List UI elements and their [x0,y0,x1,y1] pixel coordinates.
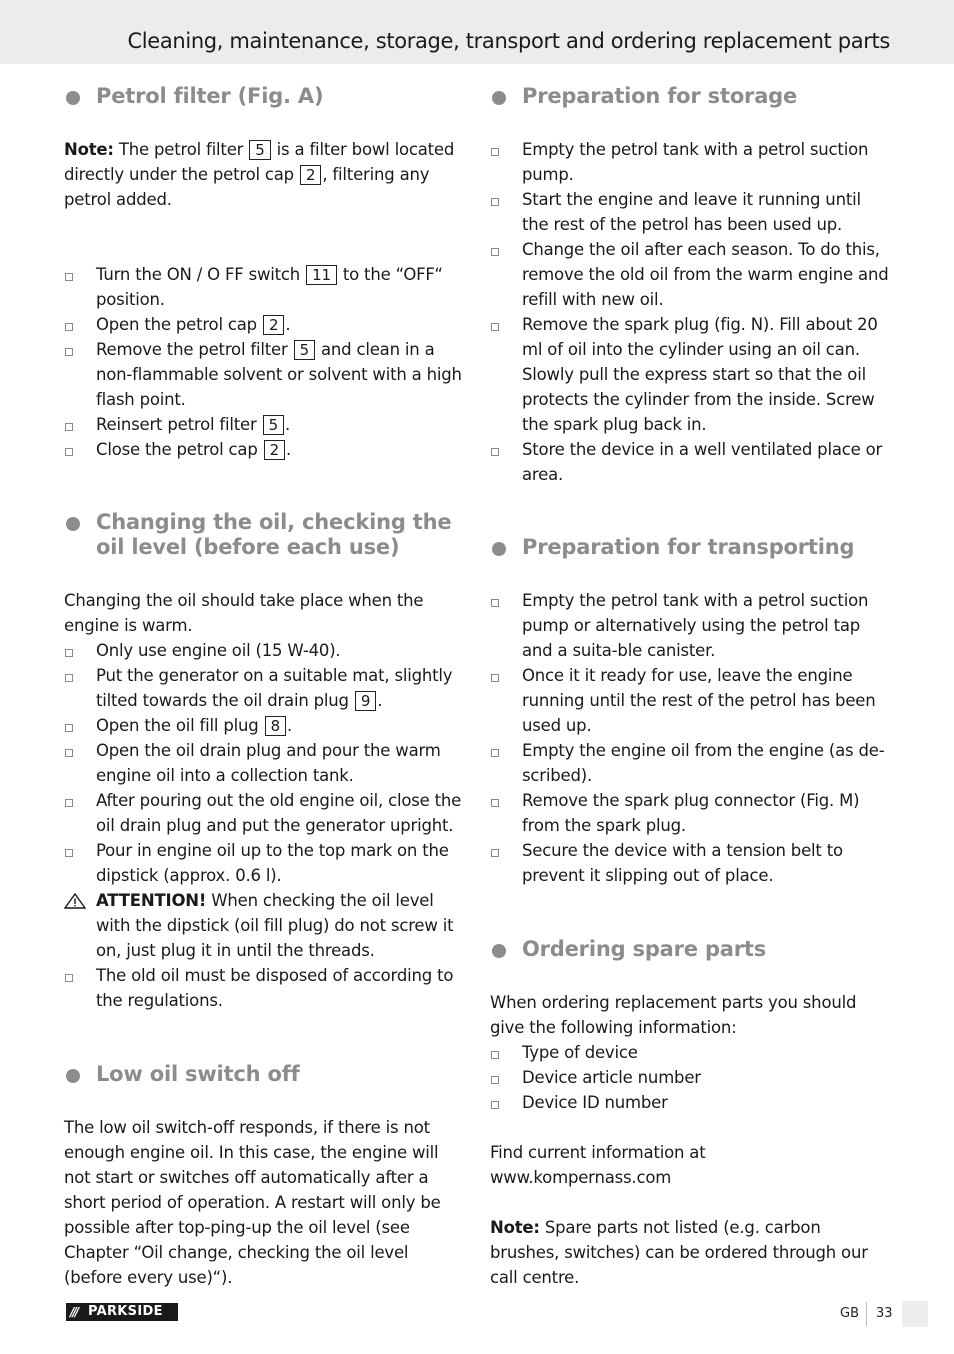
heading-text: Preparation for transporting [522,535,855,559]
part-ref: 5 [249,140,270,160]
item-text: Change the oil after each season. To do this, remove the old oil from the warm engine and refill with new oil. [522,240,889,309]
heading-text: Low oil switch off [96,1062,300,1086]
item-text: The old oil must be disposed of according to the regulations. [96,966,454,1010]
part-ref: 5 [263,415,284,435]
list-item [64,713,464,738]
list-item [490,738,890,788]
checkbox-bullet-icon [65,849,73,857]
transport-steps [490,588,890,888]
bullet-dot-icon [66,517,80,531]
parkside-logo [66,1303,178,1321]
part-ref: 2 [300,165,321,185]
footer-divider [866,1302,867,1326]
list-item [64,262,464,312]
attention-item [64,888,464,963]
list-item [64,738,464,788]
item-text: Store the device in a well ventilated place or area. [522,440,883,484]
note-label: Note: [64,140,114,159]
part-ref: 11 [306,265,337,285]
item-text: . [286,716,292,735]
item-text: . [286,440,292,459]
item-text: . [285,315,291,334]
item-text: After pouring out the old engine oil, close the oil drain plug and put the generator upright. [96,791,462,835]
item-text: . [284,415,291,434]
checkbox-bullet-icon [65,649,73,657]
list-item [490,312,890,437]
list-item [490,588,890,663]
item-text: Pour in engine oil up to the top mark on the dipstick (approx. 0.6 l). [96,841,449,885]
list-item [490,663,890,738]
item-text: Put the generator on a suitable mat, slightly tilted towards the oil drain plug [96,666,453,710]
checkbox-bullet-icon [491,599,499,607]
item-text: Empty the engine oil from the engine (as de-scribed). [522,741,885,785]
part-ref: 2 [264,440,285,460]
part-ref: 5 [294,340,315,360]
list-item [64,412,464,437]
item-text: Empty the petrol tank with a petrol suction pump. [522,140,869,184]
checkbox-bullet-icon [65,674,73,682]
heading-text: Preparation for storage [522,84,798,108]
page-header [0,0,954,64]
item-text: Device article number [522,1068,701,1087]
checkbox-bullet-icon [65,348,73,356]
item-text: Remove the spark plug (fig. N). Fill about 20 ml of oil into the cylinder using an oil can. Slowly pull the express start so that the oil protects the cylinder from the inside. Screw the spark plug back in. [522,315,878,434]
page-title: Cleaning, maintenance, storage, transport and ordering replacement parts [127,29,890,53]
heading-text: Petrol filter (Fig. A) [96,84,324,108]
item-text: to the “OFF“ position. [96,265,443,309]
checkbox-bullet-icon [491,849,499,857]
note-text: , filtering any petrol added. [64,165,430,209]
list-item [490,237,890,312]
checkbox-bullet-icon [491,248,499,256]
page-number: 33 [876,1306,893,1321]
list-item [64,638,464,663]
checkbox-bullet-icon [491,148,499,156]
section-heading-petrol-filter [64,84,464,109]
item-text: Once it it ready for use, leave the engine running until the rest of the petrol has been used up. [522,666,876,735]
list-item [490,1065,890,1090]
heading-text: Ordering spare parts [522,937,767,961]
bullet-dot-icon [492,944,506,958]
item-text: Close the petrol cap [96,440,263,459]
item-text: Device ID number [522,1093,668,1112]
checkbox-bullet-icon [65,448,73,456]
petrol-filter-steps [64,262,464,462]
section-heading-oil-change [64,510,464,560]
section-heading-spare-parts [490,937,890,962]
section-heading-low-oil [64,1062,464,1087]
checkbox-bullet-icon [491,1051,499,1059]
section-heading-storage [490,84,890,109]
part-ref: 9 [355,691,376,711]
list-item [64,963,464,1013]
note-text: is a filter bowl located directly under the petrol cap [64,140,455,184]
petrol-filter-note [64,137,464,212]
low-oil-text: The low oil switch-off responds, if there is not enough engine oil. In this case, the engine will not start or switches off automatically after a short period of operation. A restart will only be possible after top-ping-up the oil level (see Chapter “Oil change, checking the oil level (before every use)“). [64,1118,441,1287]
footer-tab-marker [902,1301,928,1327]
list-item [490,788,890,838]
item-text: . [377,691,383,710]
checkbox-bullet-icon [491,749,499,757]
list-item [490,187,890,237]
spare-parts-note [490,1215,890,1290]
bullet-dot-icon [66,91,80,105]
section-heading-transport [490,535,890,560]
checkbox-bullet-icon [65,323,73,331]
item-text: Open the oil fill plug [96,716,264,735]
list-item [64,437,464,462]
item-text: Empty the petrol tank with a petrol suction pump or alternatively using the petrol tap and a suita-ble canister. [522,591,869,660]
part-ref: 2 [263,315,284,335]
bullet-dot-icon [492,91,506,105]
storage-steps [490,137,890,487]
oil-change-intro: Changing the oil should take place when the engine is warm. [64,591,424,635]
checkbox-bullet-icon [491,674,499,682]
item-text: Remove the spark plug connector (Fig. M) from the spark plug. [522,791,860,835]
brand-name: PARKSIDE [88,1304,163,1319]
item-text: Turn the ON / O FF switch [96,265,306,284]
list-item [490,437,890,487]
checkbox-bullet-icon [65,749,73,757]
logo-stripes-icon: /// [70,1305,78,1319]
right-column [490,84,890,1290]
item-text: Only use engine oil (15 W-40). [96,641,341,660]
item-text: Reinsert petrol filter [96,415,262,434]
checkbox-bullet-icon [65,974,73,982]
spare-parts-intro: When ordering replacement parts you should give the following information: [490,993,857,1037]
list-item [490,1090,890,1115]
info-text: Find current information at [490,1143,706,1162]
list-item [64,838,464,888]
language-code: GB [840,1306,859,1321]
list-item [490,838,890,888]
note-label: Note: [490,1218,540,1237]
list-item [64,663,464,713]
list-item [64,788,464,838]
list-item [490,1040,890,1065]
list-item [64,312,464,337]
checkbox-bullet-icon [65,799,73,807]
checkbox-bullet-icon [491,323,499,331]
list-item [64,337,464,412]
website-link[interactable]: www.kompernass.com [490,1168,672,1187]
item-text: and clean in a non-flammable solvent or solvent with a high flash point. [96,340,462,409]
list-item [490,137,890,187]
checkbox-bullet-icon [491,1101,499,1109]
item-text: Open the petrol cap [96,315,262,334]
bullet-dot-icon [66,1069,80,1083]
item-text: Open the oil drain plug and pour the warm engine oil into a collection tank. [96,741,441,785]
item-text: When checking the oil level with the dipstick (oil fill plug) do not screw it on, just plug it in until the threads. [96,891,454,960]
checkbox-bullet-icon [65,273,73,281]
checkbox-bullet-icon [491,799,499,807]
heading-text: Changing the oil, checking the oil level (before each use) [96,510,452,559]
oil-change-steps [64,638,464,1013]
bullet-dot-icon [492,542,506,556]
left-column [64,84,464,1290]
item-text: Start the engine and leave it running until the rest of the petrol has been used up. [522,190,861,234]
warning-triangle-icon [64,893,86,909]
note-text: Spare parts not listed (e.g. carbon brushes, switches) can be ordered through our call centre. [490,1218,868,1287]
attention-label: ATTENTION! [96,891,207,910]
checkbox-bullet-icon [491,1076,499,1084]
item-text: Secure the device with a tension belt to prevent it slipping out of place. [522,841,843,885]
spare-parts-info-list [490,1040,890,1115]
item-text: Type of device [522,1043,638,1062]
checkbox-bullet-icon [491,198,499,206]
note-text: The petrol filter [113,140,249,159]
checkbox-bullet-icon [65,423,73,431]
part-ref: 8 [265,716,286,736]
checkbox-bullet-icon [65,724,73,732]
item-text: Remove the petrol filter [96,340,293,359]
checkbox-bullet-icon [491,448,499,456]
